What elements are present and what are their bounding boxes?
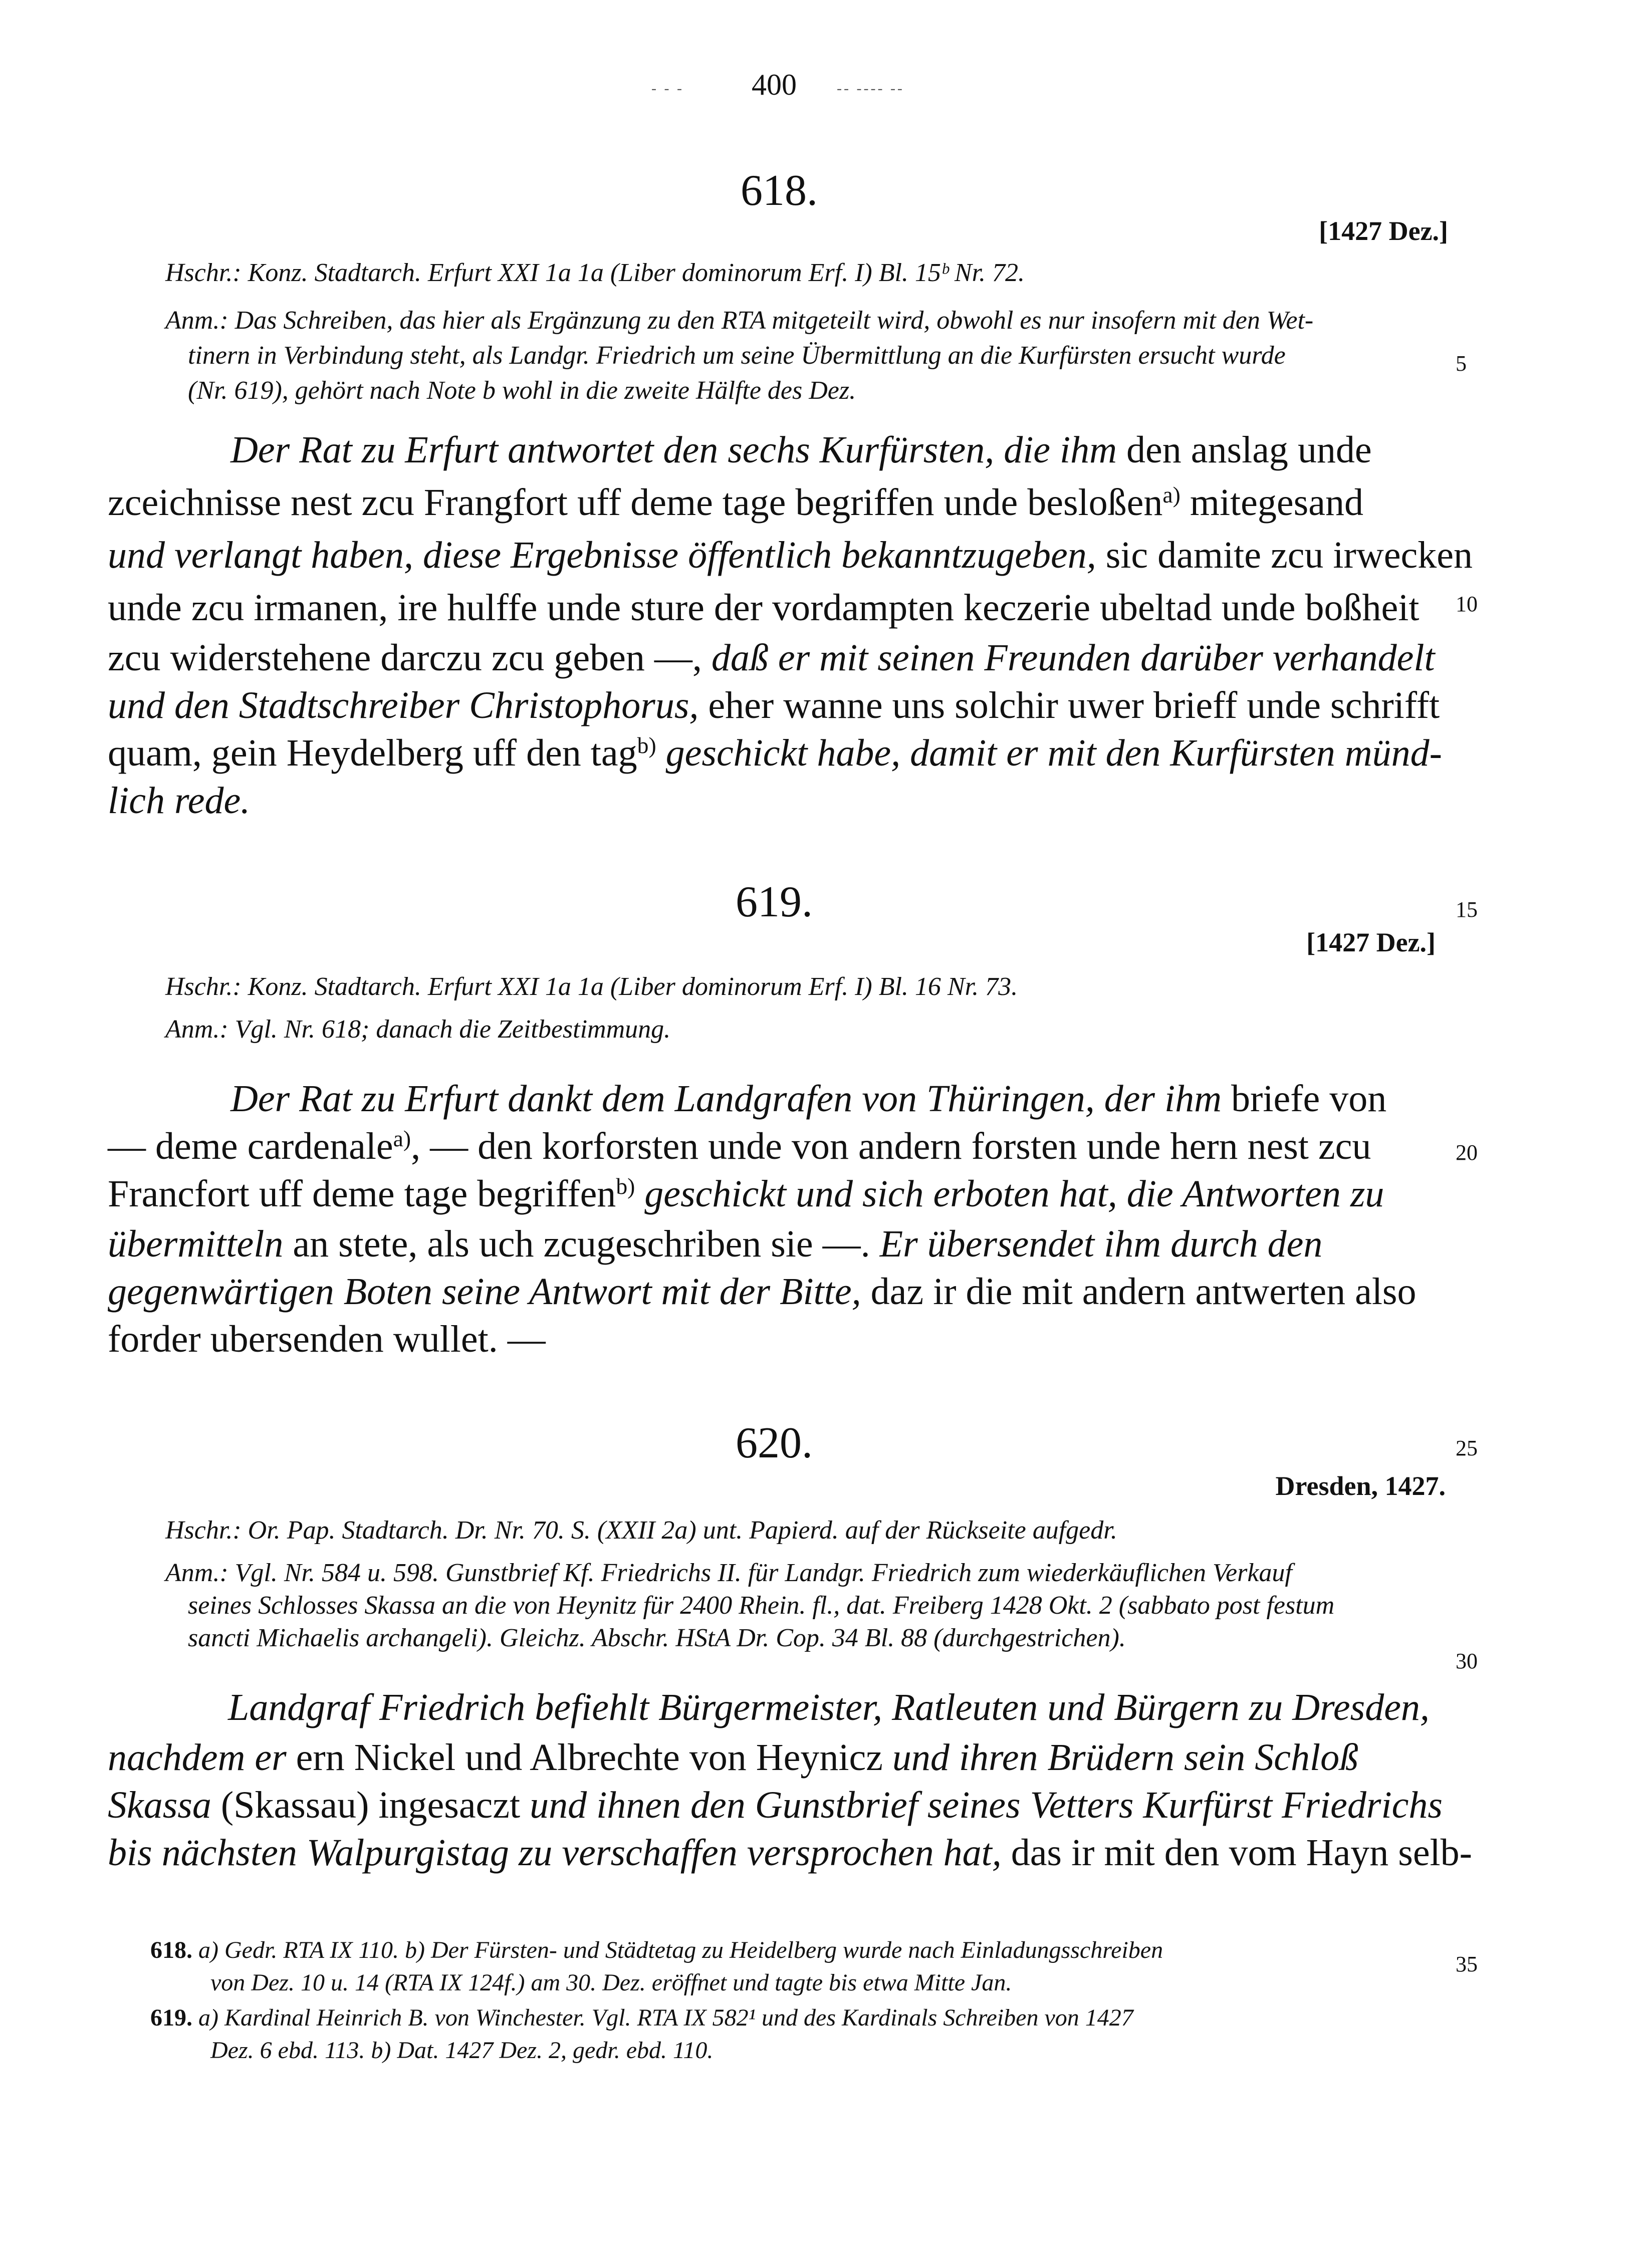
body-619-line: gegenwärtigen Boten seine Antwort mit der Bitte, daz ir die mit andern antwerten also — [108, 1271, 1417, 1313]
header-dash-right: -- ---- -- — [837, 80, 904, 97]
anm-618-line: tinern in Verbindung steht, als Landgr. Friedrich um seine Übermittlung an die Kurfürsten ersucht wurde — [188, 341, 1286, 370]
body-619-line: forder ubersenden wullet. — — [108, 1318, 546, 1360]
anm-620-line: seines Schlosses Skassa an die von Heynitz für 2400 Rhein. fl., dat. Freiberg 1428 Okt. 2 (sabbato post festum — [188, 1591, 1335, 1620]
body-618-line: und den Stadtschreiber Christophorus, eher wanne uns solchir uwer brieff unde schrifft — [108, 684, 1440, 726]
body-618-line: quam, gein Heydelberg uff den tag$^{b)}$ geschickt habe, damit er mit den Kurfürsten münd- — [108, 732, 1442, 774]
anm-620-line: Anm.: Vgl. Nr. 584 u. 598. Gunstbrief Kf. Friedrichs II. für Landgr. Friedrich zum wiederkäuflichen Verkauf — [165, 1559, 1292, 1587]
line-number: 10 — [1456, 592, 1478, 616]
body-620-line: nachdem er ern Nickel und Albrechte von Heynicz und ihren Brüdern sein Schloß — [108, 1736, 1359, 1779]
line-number: 25 — [1456, 1436, 1478, 1460]
body-620-line: Skassa (Skassau) ingesaczt und ihnen den Gunstbrief seines Vetters Kurfürst Friedrichs — [108, 1784, 1443, 1826]
anm-620-line: sancti Michaelis archangeli). Gleichz. Abschr. HStA Dr. Cop. 34 Bl. 88 (durchgestrichen). — [188, 1624, 1126, 1652]
footnote-619-line: Dez. 6 ebd. 113. b) Dat. 1427 Dez. 2, gedr. ebd. 110. — [210, 2037, 714, 2064]
line-number: 15 — [1456, 897, 1478, 922]
anm-619-line: Anm.: Vgl. Nr. 618; danach die Zeitbestimmung. — [165, 1015, 671, 1044]
body-618-line: zcu widerstehene darczu zcu geben —, daß er mit seinen Freunden darüber verhandelt — [108, 637, 1435, 679]
hschr-618: Hschr.: Konz. Stadtarch. Erfurt XXI 1a 1a (Liber dominorum Erf. I) Bl. 15ᵇ Nr. 72. — [165, 259, 1025, 287]
line-number: 35 — [1456, 1952, 1478, 1976]
body-618-line: und verlangt haben, diese Ergebnisse öffentlich bekanntzugeben, sic damite zcu irwecken — [108, 534, 1473, 576]
hschr-619: Hschr.: Konz. Stadtarch. Erfurt XXI 1a 1a (Liber dominorum Erf. I) Bl. 16 Nr. 73. — [165, 972, 1018, 1001]
doc-date-620: Dresden, 1427. — [1275, 1471, 1446, 1501]
doc-number-618: 618. — [741, 166, 818, 215]
body-620-line: Landgraf Friedrich befiehlt Bürgermeister, Ratleuten und Bürgern zu Dresden, — [228, 1686, 1430, 1728]
hschr-620: Hschr.: Or. Pap. Stadtarch. Dr. Nr. 70. S. (XXII 2a) unt. Papierd. auf der Rückseite aufgedr. — [165, 1516, 1117, 1545]
footnote-619-line: 619. a) Kardinal Heinrich B. von Winchester. Vgl. RTA IX 582¹ und des Kardinals Schreiben von 1427 — [150, 2004, 1133, 2031]
line-number: 20 — [1456, 1140, 1478, 1165]
body-619-line: Francfort uff deme tage begriffen$^{b)}$ geschickt und sich erboten hat, die Antworten zu — [108, 1173, 1384, 1215]
body-618-line: Der Rat zu Erfurt antwortet den sechs Kurfürsten, die ihm den anslag unde — [230, 429, 1372, 471]
body-619-line: — deme cardenale$^{a)}$, — den korforsten unde von andern forsten unde hern nest zcu — [108, 1125, 1371, 1167]
page-number: 400 — [752, 68, 797, 101]
body-618-line: zceichnisse nest zcu Frangfort uff deme tage begriffen unde besloßen$^{a)}$ mitegesand — [108, 481, 1363, 524]
header-dash-left: - - - — [651, 80, 684, 97]
footnote-618-line: von Dez. 10 u. 14 (RTA IX 124f.) am 30. Dez. eröffnet und tagte bis etwa Mitte Jan. — [210, 1969, 1012, 1996]
body-619-line: Der Rat zu Erfurt dankt dem Landgrafen von Thüringen, der ihm briefe von — [230, 1078, 1387, 1120]
anm-618-line: (Nr. 619), gehört nach Note b wohl in die zweite Hälfte des Dez. — [188, 376, 856, 405]
body-618-line: lich rede. — [108, 780, 251, 822]
body-618-line: unde zcu irmanen, ire hulffe unde sture der vordampten keczerie ubeltad unde boßheit — [108, 587, 1420, 629]
body-620-line: bis nächsten Walpurgistag zu verschaffen versprochen hat, das ir mit den vom Hayn selb- — [108, 1832, 1472, 1874]
line-number: 5 — [1456, 351, 1467, 376]
doc-number-620: 620. — [736, 1419, 813, 1467]
doc-number-619: 619. — [736, 878, 813, 926]
footnote-618-line: 618. a) Gedr. RTA IX 110. b) Der Fürsten- und Städtetag zu Heidelberg wurde nach Einladungsschreiben — [150, 1937, 1163, 1963]
doc-date-618: [1427 Dez.] — [1319, 216, 1448, 246]
body-619-line: übermitteln an stete, als uch zcugeschriben sie —. Er übersendet ihm durch den — [108, 1223, 1323, 1265]
doc-date-619: [1427 Dez.] — [1306, 927, 1436, 957]
anm-618-line: Anm.: Das Schreiben, das hier als Ergänzung zu den RTA mitgeteilt wird, obwohl es nur insofern mit den Wet- — [165, 306, 1314, 335]
line-number: 30 — [1456, 1649, 1478, 1673]
